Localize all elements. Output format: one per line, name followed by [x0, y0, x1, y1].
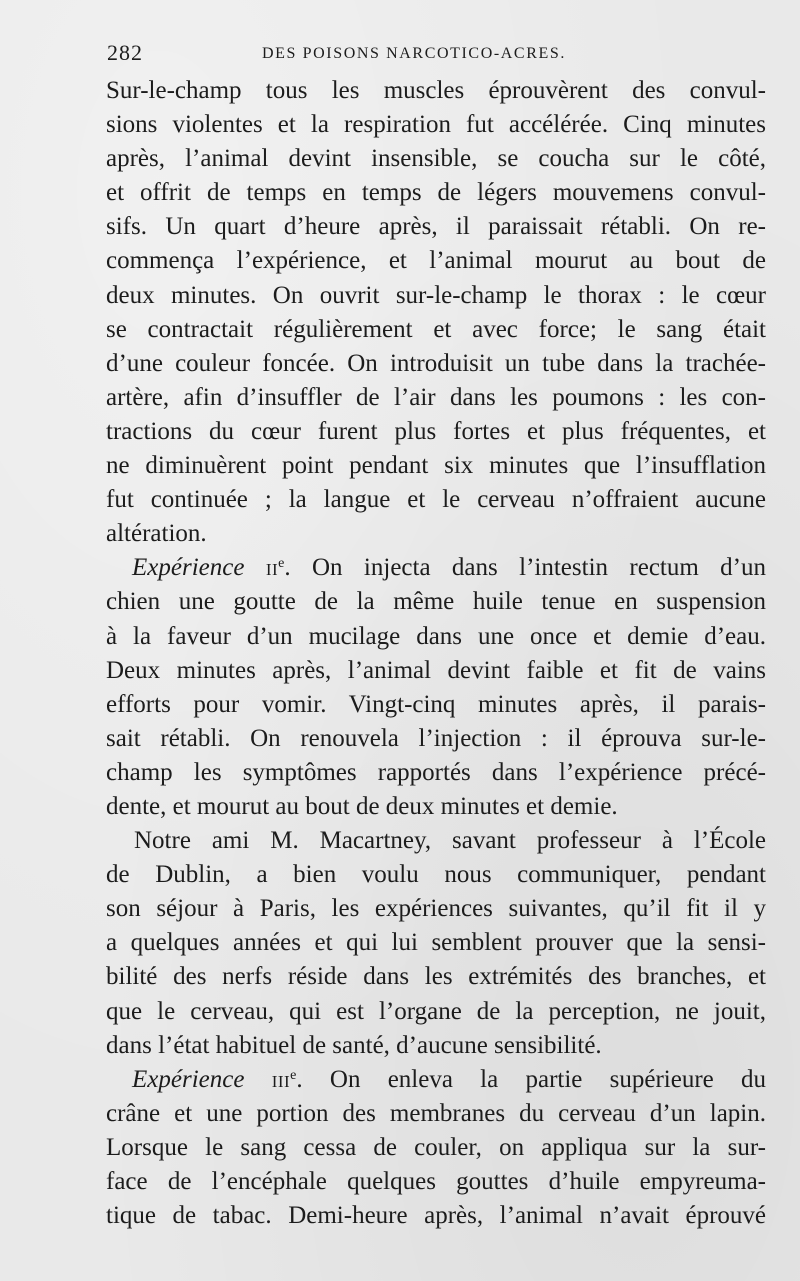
page-number: 282 [107, 40, 143, 65]
experiment-superscript: e [290, 1067, 297, 1083]
text-line: que le cerveau, qui est l’organe de la perception, ne jouit, [106, 997, 766, 1025]
text-line: crâne et une portion des membranes du cerveau d’un lapin. [106, 1099, 766, 1127]
text-line: Notre ami M. Macartney, savant professeur à l’École [134, 827, 766, 855]
text-line: d’une couleur foncée. On introduisit un tube dans la trachée- [106, 349, 766, 377]
text-line: champ les symptômes rapportés dans l’expérience précé- [106, 758, 766, 786]
text-line: commença l’expérience, et l’animal mourut au bout de [106, 247, 766, 275]
text-line: deux minutes. On ouvrit sur-le-champ le thorax : le cœur [106, 281, 766, 309]
text-line: Lorsque le sang cessa de couler, on appliqua sur la sur- [106, 1133, 766, 1161]
running-head [107, 40, 767, 70]
text-line: a quelques années et qui lui semblent prouver que la sensi- [106, 929, 766, 957]
text-line: et offrit de temps en temps de légers mouvemens convul- [106, 179, 766, 207]
text-line: ne diminuèrent point pendant six minutes que l’insufflation [106, 452, 766, 480]
text-line: bilité des nerfs réside dans les extrémités des branches, et [106, 963, 766, 991]
text-line: tique de tabac. Demi-heure après, l’animal n’avait éprouvé [106, 1202, 766, 1230]
experiment-numeral: III [271, 1071, 291, 1091]
text-line-rest: . On injecta dans l’intestin rectum d’un [284, 554, 767, 582]
text-line: sions violentes et la respiration fut accélérée. Cinq minutes [106, 111, 766, 139]
text-body [106, 74, 766, 1233]
text-line: Deux minutes après, l’animal devint faible et fit de vains [106, 656, 766, 684]
text-line: dans l’état habituel de santé, d’aucune sensibilité. [106, 1031, 602, 1059]
experiment-superscript: e [278, 556, 285, 572]
text-line: sait rétabli. On renouvela l’injection : il éprouva sur-le- [106, 724, 766, 752]
text-line: chien une goutte de la même huile tenue en suspension [106, 588, 766, 616]
text-line: face de l’encéphale quelques gouttes d’huile empyreuma- [106, 1168, 766, 1195]
text-line: tractions du cœur furent plus fortes et plus fréquentes, et [106, 417, 766, 445]
text-line: son séjour à Paris, les expériences suivantes, qu’il fit il y [106, 895, 766, 923]
text-line: Sur-le-champ tous les muscles éprouvèrent des convul- [106, 77, 766, 104]
experiment-label: Expérience [132, 1065, 245, 1093]
experiment-label: Expérience [132, 554, 245, 582]
text-line: artère, afin d’insuffler de l’air dans les poumons : les con- [106, 383, 766, 411]
running-title: DES POISONS NARCOTICO-ACRES. [262, 45, 566, 62]
text-line: de Dublin, a bien voulu nous communiquer, pendant [106, 861, 766, 889]
text-line: après, l’animal devint insensible, se coucha sur le côté, [106, 145, 766, 173]
text-line: altération. [106, 520, 207, 548]
experiment-heading-line [106, 551, 766, 585]
text-line: sifs. Un quart d’heure après, il paraissait rétabli. On re- [106, 213, 766, 241]
text-line: dente, et mourut au bout de deux minutes et demie. [106, 792, 618, 820]
experiment-numeral: II [265, 560, 279, 580]
text-line: à la faveur d’un mucilage dans une once et demie d’eau. [106, 622, 766, 650]
text-line: se contractait régulièrement et avec force; le sang était [106, 315, 766, 343]
experiment-heading-line [106, 1063, 766, 1097]
text-line: fut continuée ; la langue et le cerveau n’offraient aucune [106, 486, 766, 514]
text-line-rest: . On enleva la partie supérieure du [296, 1065, 766, 1093]
text-line: efforts pour vomir. Vingt-cinq minutes après, il parais- [106, 690, 766, 718]
